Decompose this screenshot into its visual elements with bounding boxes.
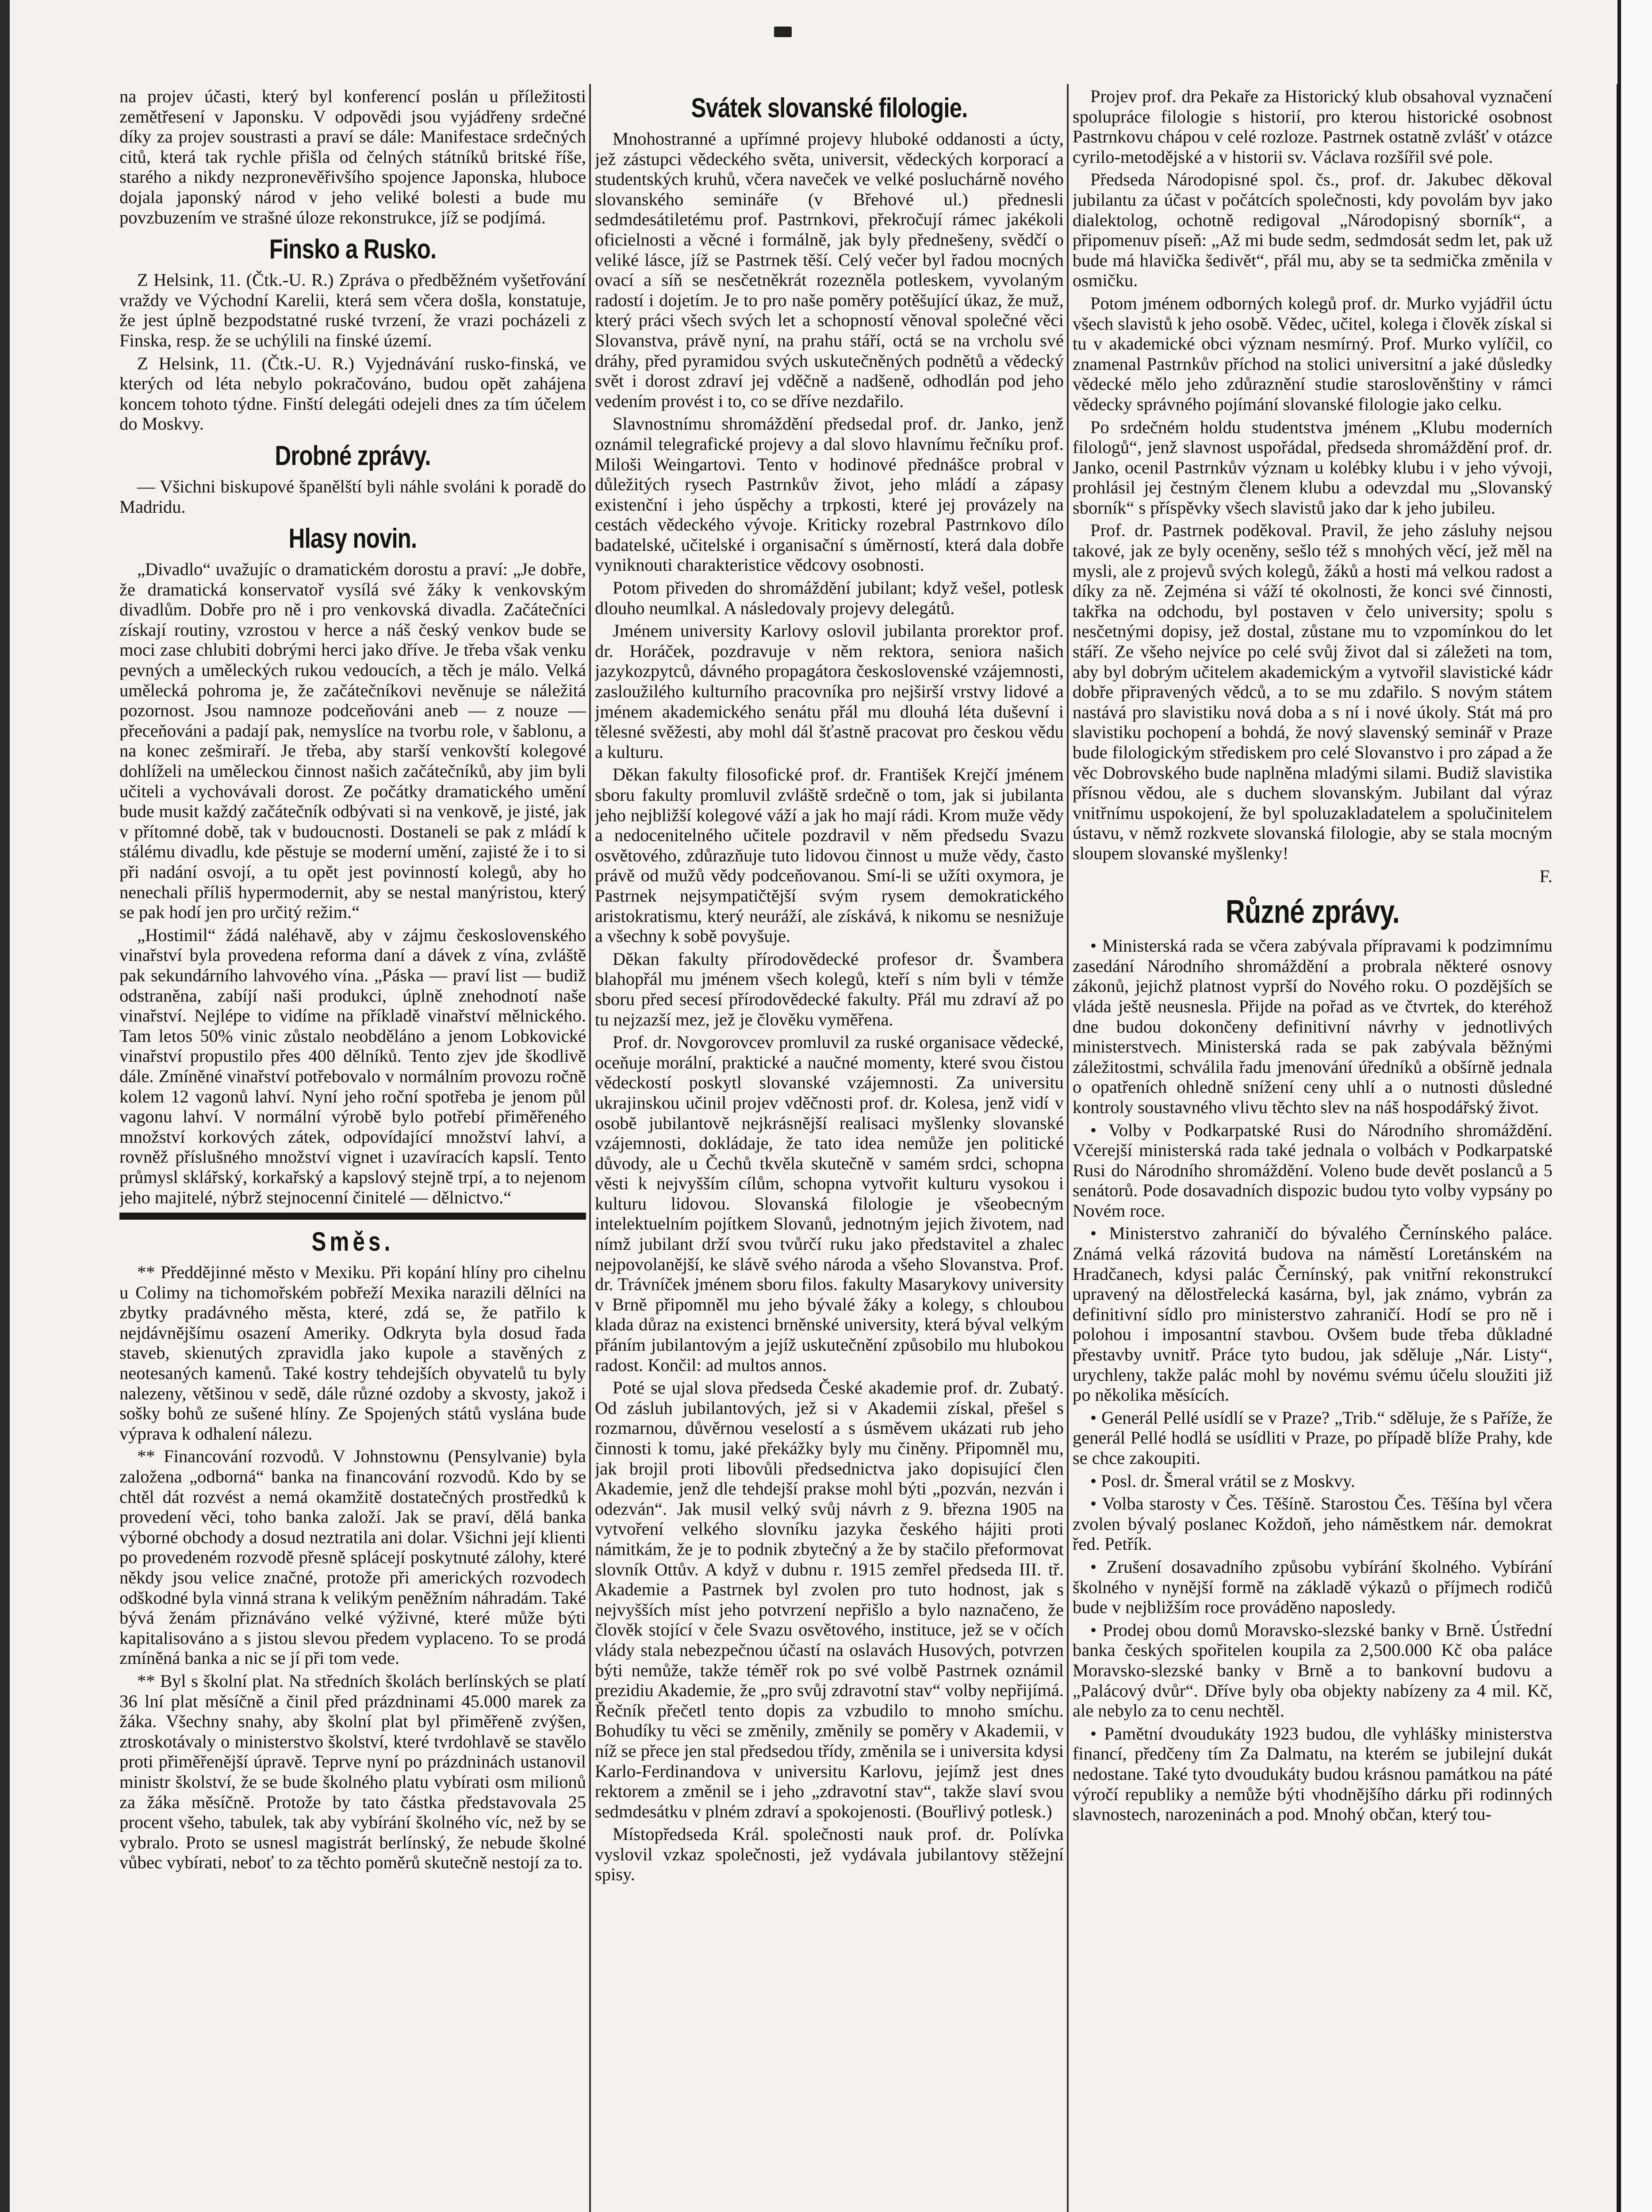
news-item-ministerska-rada: • Ministerská rada se včera zabývala přípravami k podzimnímu zasedání Národního shromáždění a probrala některé osnovy zákonů, jejichž platnost vyprší do Nového roku. O pozdějších se vláda ještě neusnesla. Přijde na pořad as ve čtvrtek, do kteréhož dne budou dokončeny definitivní návrhy v jednotlivých ministerstvech. Ministerská rada se pak zabývala běžnými záležitostmi, schválila řadu jmenování úředníků a obšírně jednala o opatřeních ohledně snížení ceny uhlí a o nutnosti důsledné kontroly soustavného vlivu těchto slev na náš hospodářský život. [1073,936,1552,1117]
news-item-prodej-domu: • Prodej obou domů Moravsko-slezské banky v Brně. Ústřední banka českých spořitelen koupila za 2,500.000 Kč oba paláce Moravsko-slezské banky v Brně a to bankovní budovu a „Palácový dvůr“. Dříve byly oba objekty nabízeny za 4 mil. Kč, ale nebylo za to cenu nechtěl. [1073,1620,1552,1721]
heading-smes: Směs. [311,1227,394,1257]
svatek-paragraph-3: Potom přiveden do shromáždění jubilant; když vešel, potlesk dlouho neumlkal. A následovaly projevy delegátů. [595,578,1064,618]
scan-edge-left [0,0,10,2212]
author-signoff: F. [1539,866,1552,886]
svatek-paragraph-2: Slavnostnímu shromáždění předsedal prof. dr. Janko, jenž oznámil telegrafické projevy a dal slovo hlavnímu řečníku prof. Miloši Weingartovi. Tento v hodinové přednášce probral v důležitých rysech Pastrnkův život, jeho mládí a zápasy existenční i jeho úspěchy a trpkosti, které jej provázely na cestách vědeckého vývoje. Kriticky rozebral Pastrnkovo dílo badatelské, učitelské i organisační s úměrností, která dala dobře vyniknouti charakteristice vědcovy osobnosti. [595,414,1064,575]
news-item-volba-starosty: • Volba starosty v Čes. Těšíně. Starostou Čes. Těšína byl včera zvolen bývalý poslanec Koždoň, jeho náměstkem nár. demokrat řed. Petřík. [1073,1494,1552,1554]
svatek-paragraph-5: Děkan fakulty filosofické prof. dr. František Krejčí jménem sboru fakulty promluvil zvláště srdečně o tom, jak si jubilanta jeho nejbližší kolegové váží a jak ho mají rádi. Krom muže vědy a nedocenitelného učitele pozdravil v něm předsedu Svazu osvětového, zdůrazňuje tuto lidovou činnost u muže vědy, často právě od mužů vědy podceňovanou. Smí-li se užíti oxymora, je Pastrnek nejsympatičtější svým rysem demokratického aristokratismu, který neuráží, ale získává, k nikomu se nesnižuje a všechny k sobě povyšuje. [595,764,1064,946]
svatek-paragraph-9: Místopředseda Král. společnosti nauk prof. dr. Polívka vyslovil vzkaz společnosti, jež vydávala jubilantovy stěžejní spisy. [595,1824,1064,1885]
heading-finsko-a-rusko: Finsko a Rusko. [269,234,437,265]
heading-svatek-slovanske-filologie: Svátek slovanské filologie. [691,93,968,123]
scan-edge-right [1618,0,1652,2212]
finsko-paragraph-2: Z Helsink, 11. (Čtk.-U. R.) Vyjednávání rusko-finská, ve kterých od léta nebylo pokračováno, budou opět zahájena koncem tohoto týdne. Finští delegáti odejeli dnes za tím účelem do Moskvy. [119,353,586,434]
hlasy-paragraph-hostimil: „Hostimil“ žádá naléhavě, aby v zájmu československého vinařství byla provedena reforma daní a dávek z vína, zvláště pak sekundárního lahvového vína. „Páska — praví list — budiž odstraněna, zabíjí naši produkci, úplně znehodnotí naše vinařství. Nejlépe to vidíme na příkladě vinařství mělnického. Tam letos 50% vinic zůstalo neobděláno a jenom Lobkovické vinařství propustilo přes 400 dělníků. Tento zjev jde škodlivě dále. Zmíněné vinařství potřebovalo v normálním provozu ročně kolem 12 vagonů lahví. Nyní jeho roční spotřeba je jenom půl vagonu lahví. V normální výrobě bylo potřebí přiměřeného množství korkových zátek, odpovídající množství lahví, a rovněž příslušného množství vignet i uzavíracích kapslí. Tento průmysl sklářský, korkařský a kapslový stejně trpí, a to nejenom jeho majitelé, nýbrž stejnocenní činitelé — dělnictvo.“ [119,925,586,1207]
svatek-continued-paragraph-4: Po srdečném holdu studentstva jménem „Klubu moderních filologů“, jenž slavnost uspořádal, předseda shromáždění prof. dr. Janko, ocenil Pastrnkův význam u kolébky klubu i v jeho vývoji, prohlásil jej čestným členem klubu a odevzdal mu „Slovanský sborník“ s příspěvky všech slavistů jako dar k jeho jubileu. [1073,417,1552,518]
smes-paragraph-mexiko: ** Předdějinné město v Mexiku. Při kopání hlíny pro cihelnu u Colimy na tichomořském pobřeží Mexika narazili dělníci na zbytky pradávného města, které, zdá se, že patřilo k nejdávnějšímu osazení Ameriky. Odkryta byla dosud řada staveb, skienutých zpravidla jako kupole a stavěných z neotesaných kamenů. Také kostry tehdejších obyvatelů tu byly nalezeny, většinou v sedě, dále různé ozdoby a skvosty, jakož i sošky bohů ze sušené hlíny. Ze Spojených států vyslána bude výprava k odhalení nálezu. [119,1262,586,1444]
column-2 [595,86,1064,2212]
news-item-pametni-dvoudukaty: • Pamětní dvoudukáty 1923 budou, dle vyhlášky ministerstva financí, předčeny tím Za Dalmatu, na kterém se jubilejní dukát nedostane. Také tyto dvoudukáty budou krásnou památkou na páté výročí republiky a nemůže býti vhodnějšího dárku při rodinných slavnostech, narozeninách a pod. Mnohý občan, který tou- [1073,1723,1552,1824]
svatek-paragraph-1: Mnohostranné a upřímné projevy hluboké oddanosti a úcty, jež zástupci vědeckého světa, universit, vědeckých korporací a studentských kruhů, včera naveček ve velké posluchárně nového slovanského semináře (v Břehové ul.) přednesli sedmdesátiletému prof. Pastrnkovi, překročují rámec jakékoli oficielnosti a věcné i formálně, jak byly přednešeny, svědčí o veliké lásce, jíž se Pastrnek těší. Celý večer byl řadou mocných ovací a síň se nesčetněkrát rozezněla potleskem, vyvolaným radostí i dojetím. Je to pro naše poměry potěšující úkaz, že muž, který práci všech svých let a schopností věnoval společné věci Slovanstva, právě nyní, na prahu stáří, octá se na vrcholu své dráhy, před pyramidou svých uskutečněných podnětů a vědecký svět i dorost zdraví jej vděčně a nadšeně, odhodlán pod jeho vedením provést i to, co se dříve nezdařilo. [595,129,1064,411]
news-item-volby-podkarpatska-rus: • Volby v Podkarpatské Rusi do Národního shromáždění. Včerejší ministerská rada také jednala o volbách v Podkarpatské Rusi do Národního shromáždění. Voleno bude devět poslanců a 5 senátorů. Pode dosavadních dispozic budou tyto volby vypsány po Novém roce. [1073,1120,1552,1221]
column-rule-1 [589,84,591,2212]
news-item-general-pelle: • Generál Pellé usídlí se v Praze? „Trib.“ sděluje, že s Paříže, že generál Pellé hodlá se usídliti v Praze, po případě blíže Prahy, kde se chce zakoupiti. [1073,1407,1552,1468]
column-1 [119,86,586,2212]
svatek-paragraph-4: Jménem university Karlovy oslovil jubilanta prorektor prof. dr. Horáček, pozdravuje v něm rektora, seniora našich jazykozpytců, dávného propagátora československé vzájemnosti, zasloužilého kulturního pracovníka pro nejširší vrstvy lidové a jménem akademického senátu přál mu dlouhá léta duševní i tělesné svěžesti, aby mohl dál šťastně pracovat pro českou vědu a kulturu. [595,621,1064,762]
news-item-zruseni-skolneho: • Zrušení dosavadního způsobu vybírání školného. Vybírání školného v nynější formě na základě výkazů o příjmech rodičů bude v nejbližším roce prováděno naposledy. [1073,1556,1552,1617]
svatek-continued-paragraph-3: Potom jménem odborných kolegů prof. dr. Murko vyjádřil úctu všech slavistů k jeho osobě. Vědec, učitel, kolega i člověk získal si tu v akademické obci význam nesmírný. Prof. Murko vylíčil, co znamenal Pastrnkův příchod na stolici universitní a jaké důsledky vědecké mělo jeho zdůraznění studie staroslověnštiny v rámci vědecky správného pojímání slovanské filologie jako celku. [1073,293,1552,414]
news-item-smeral: • Posl. dr. Šmeral vrátil se z Moskvy. [1090,1471,1355,1491]
section-divider-bar [119,1213,586,1220]
smes-paragraph-rozvody: ** Financování rozvodů. V Johnstownu (Pensylvanie) byla založena „odborná“ banka na financování rozvodů. Kdo by se chtěl dát rozvést a nemá okamžitě dostatečných prostředků k provedení věci, toho banka založí. Jak se praví, dělá banka výborné obchody a dosud neztratila ani dolar. Všichni její klienti po provedeném rozvodě přesně splácejí poskytnuté zálohy, které někdy jsou velice značné, protože při amerických rozvodech odškodné byla vinná strana k velikým peněžním náhradám. Také bývá ženám přiznáváno velké výživné, které může býti kapitalisováno a s jistou slevou předem vyplaceno. To se prodá zmíněná banka a nic se jí při tom vede. [119,1446,586,1668]
news-item-ministerstvo-zahranici: • Ministerstvo zahraničí do bývalého Černínského paláce. Známá velká rázovitá budova na náměstí Loretánském na Hradčanech, kdysi palác Černínský, pak vnitřní rekonstrukcí upravený na dělostřelecká kasárna, byl, jak známo, vybrán za definitivní sídlo pro ministerstvo zahraničí. Hodí se pro ně i polohou i imposantní stavbou. Ovšem bude třeba důkladné přestavby uvnitř. Práce tyto budou, jak sděluje „Nár. Listy“, urychleny, takže palác mohl by novému svému účelu sloužiti již po několika měsících. [1073,1223,1552,1405]
finsko-paragraph-1: Z Helsink, 11. (Čtk.-U. R.) Zpráva o předběžném vyšetřování vraždy ve Východní Karelii, která sem včera došla, konstatuje, že jest úplně bezpodstatné ruské tvrzení, že vrazi pocházeli z Finska, resp. že se uchýlili na finské území. [119,270,586,350]
smes-paragraph-skolni-plat: ** Byl s školní plat. Na středních školách berlínských se platí 36 lní plat měsíčně a činil před prázdninami 45.000 marek za žáka. Všechny snahy, aby školní plat byl přiměřeně zvýšen, ztroskotávaly o ministerstvo školství, které tvrdohlavě se stavělo proti přiměřenější úpravě. Teprve nyní po prázdninách ustanovil ministr školství, že se bude školného platu vybírati osm milionů za žáka měsíčně. Protože by tato částka představovala 25 procent všeho, tabulek, tak aby vybírání školného víc, než by se vybralo. Proto se usnesl magistrát berlínský, že nebude školné vůbec vybírati, neboť to za těchto poměrů skutečně nestojí za to. [119,1671,586,1873]
svatek-continued-paragraph-5: Prof. dr. Pastrnek poděkoval. Pravil, že jeho zásluhy nejsou takové, jak ze byly oceněny, sešlo též s mnohých věcí, jež měl na mysli, ale z projevů svých kolegů, žáků a hosti má velkou radost a díky za ně. Zejména si váží té okolnosti, že konci své činnosti, takřka na odchodu, byl postaven v čelo university; spolu s nesčetnými dopisy, jež dostal, zůstane mu to vzpomínkou do let stáří. Ze všeho nejvíce po celé svůj život dal si záležeti na tom, aby byl dobrým učitelem akademickým a vytvořil slavistické kádr dobře připravených vědců, a to se mu zdařilo. S novým státem nastává pro slavistiku nová doba a s ní i nové úkoly. Stát má pro slavistiku pochopení a bohdá, že nový slavenský seminář v Praze bude filologickým střediskem pro celé Slovanstvo i pro západ a že věc Dobrovského bude naplněna mladými silami. Budiž slavistika přísnou vědou, ale s duchem slovanským. Jubilant dal výraz vnitřnímu uspokojení, že byl spoluzakladatelem a spolučinitelem ústavu, v němž rozkvete slovanská filologie, aby se stala mocným sloupem slovanské myšlenky! [1073,520,1552,863]
japan-earthquake-article-end: na projev účasti, který byl konferencí poslán u příležitosti zemětřesení v Japonsku. V odpovědi jsou vyjádřeny srdečné díky za projev soustrasti a praví se dále: Manifestace srdečných citů, která tak rychle přišla od čelných státníků britské říše, starého a nikdy nezpronevěřivšího spojence Japonska, hluboce dojala japonský národ v jeho veliké bolesti a bude mu povzbuzením ve strašné úloze rekonstrukce, jíž se podjímá. [119,86,586,227]
heading-ruzne-zpravy: Různé zprávy. [1226,893,1399,930]
hlasy-paragraph-divadlo: „Divadlo“ uvažujíc o dramatickém dorostu a praví: „Je dobře, že dramatická konservatoř vysílá své žáky k venkovským divadlům. Dobře pro ně i pro venkovská divadla. Začátečníci získají routiny, vzrostou v herce a náš český venkov bude se moci zase chlubiti dobrými herci jako dříve. Je třeba však venku pevných a uměleckých rukou vedoucích, a těch je málo. Velká umělecká pohroma je, že začátečníkovi nevěnuje se náležitá pozornost. Jsou namnoze podceňováni aneb — z nouze — přeceňováni a padají pak, nemyslíce na tvorbu role, v šablonu, a na konec zešmiraří. Je třeba, aby starší venkovští kolegové dohlíželi na uměleckou činnost našich začátečníků, aby jim byli učiteli a vychovávali dorost. Ze počátky dramatického umění bude musit každý začátečník odbývati si na venkově, je jisté, jak v přítomné době, tak v budoucnosti. Dostaneli se pak z mládí k stálému divadlu, kde pěstuje se moderní umění, zajisté že i to si při nadání osvojí, a tu opět jest povinností kolegů, aby ho nenechali příliš hypermodernit, aby se nestal manýristou, který se pak hodí jen pro určitý režim.“ [119,559,586,922]
svatek-paragraph-6: Děkan fakulty přírodovědecké profesor dr. Švambera blahopřál mu jménem všech kolegů, kteří s ním byli v témže sboru před secesí přírodovědecké fakulty. Přál mu zdraví až po tu nejzazší mez, jež je člověku vyměřena. [595,949,1064,1029]
heading-drobne-zpravy: Drobné zprávy. [275,440,431,471]
drobne-paragraph-1: — Všichni biskupové španělští byli náhle svoláni k poradě do Madridu. [119,476,586,517]
column-3 [1073,86,1552,2212]
print-mark [774,27,792,37]
svatek-continued-paragraph-1: Projev prof. dra Pekaře za Historický klub obsahoval vyznačení spolupráce filologie s historií, pro kterou historické osobnost Pastrnkovu chápou v celé rozloze. Pastrnek ostatně zvlášť v otázce cyrilo-metodějské a v historii sv. Václava rozšířil své pole. [1073,86,1552,167]
svatek-paragraph-7: Prof. dr. Novgorovcev promluvil za ruské organisace vědecké, oceňuje morální, praktické a naučné momenty, které svou čistou vědeckostí poskytl slovanské vzájemnosti. Za universitu ukrajinskou učinil projev vděčnosti prof. dr. Kolesa, jenž vidí v osobě jubilantově nejkrásnější realisaci myšlenky slovanské vzájemnosti, dokládaje, že tato idea nemůže jen politické důvody, ale u Čechů tkvěla skutečně v samém srdci, schopna věsti k nejvyšším cílům, schopna vytvořit kulturu vysokou i kulturu lidovou. Slovanská filologie je všeobecným intelektuelním pojítkem Slovanů, jednotným jejich životem, nad nímž jubilant drží svou tvůrčí ruku jako představitel a zhalec nejpovolanější, ke slávě svého národa a všeho Slovanstva. Prof. dr. Trávníček jménem sboru filos. fakulty Masarykovy university v Brně připomněl mu jeho bývalé žáky a kolegy, s chloubou klada důraz na existenci brněnské university, která býval velkým přáním jubilantovým a jejíž uskutečnění způsobilo mu hlubokou radost. Končil: ad multos annos. [595,1032,1064,1375]
column-rule-2 [1067,84,1069,2212]
heading-hlasy-novin: Hlasy novin. [288,523,417,554]
svatek-paragraph-8: Poté se ujal slova předseda České akademie prof. dr. Zubatý. Od zásluh jubilantových, jež si v Akademii získal, přešel s rozmarnou, důvěrnou veselostí a s úsměvem ukázati rub jeho činnosti k tomu, jaké překážky byly mu činěny. Připomněl mu, jak brojil proti libovůli předsednictva jako dopisující člen Akademie, jenž dle tehdejší prakse mohl býti „pozván, nezván i odezván“. Jak musil velký svůj návrh z 9. března 1905 na vytvoření velkého slovníku jazyka českého hájiti proti námitkám, že je to podnik zbytečný a že by stačilo přeformovat slovník Ottův. A když v dubnu r. 1915 zemřel předseda III. tř. Akademie a Pastrnek byl zvolen pro tuto hodnost, jak s nejvyšších míst jeho potvrzení nepřišlo a bylo naznačeno, že člověk stojící v čele Svazu osvětového, instituce, jež se v očích vlády stala nebezpečnou účastí na oslavách Husových, potvrzen býti nemůže, takže téměř rok po své volbě Pastrnek oznámil prezidiu Akademie, že „pro svůj zdravotní stav“ volby nepřijímá. Řečník přečetl tento dopis za vzbudilo to mnoho smíchu. Bohudíky tu věci se změnily, změnily se poměry v Akademii, v níž se přece jen stal předsedou třídy, změnila se i universita kdysi Karlo-Ferdinandova v universitu Karlovu, jejímž jest dnes rektorem a změnil se i jeho „zdravotní stav“, takže slaví svou sedmdesátku v plném zdraví a spokojenosti. (Bouřlivý potlesk.) [595,1378,1064,1821]
svatek-continued-paragraph-2: Předseda Národopisné spol. čs., prof. dr. Jakubec děkoval jubilantu za účast v počátcích společnosti, kdy povolám byv jako dialektolog, ochotně redigoval „Národopisný sborník“, a připomenuv píseň: „Až mi bude sedm, sedmdosát sedm let, pak už bude má hlavička šedivět“, přál mu, aby se ta sedmička změnila v osmičku. [1073,169,1552,291]
